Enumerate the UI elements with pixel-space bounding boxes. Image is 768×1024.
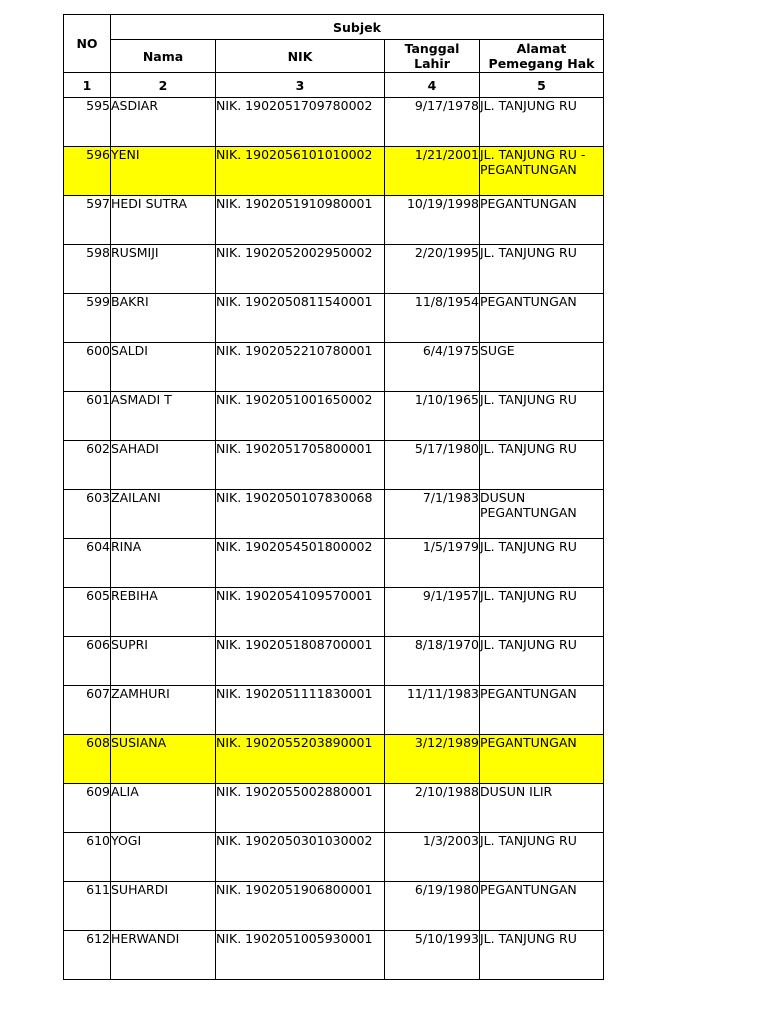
row-number: 601 (64, 392, 111, 441)
header-subjek: Subjek (111, 15, 604, 40)
row-nama: YOGI (111, 833, 216, 882)
header-no: NO (64, 15, 111, 73)
row-alamat: JL. TANJUNG RU (480, 637, 604, 686)
row-number: 604 (64, 539, 111, 588)
row-tanggal-lahir: 2/20/1995 (385, 245, 480, 294)
row-tanggal-lahir: 9/17/1978 (385, 98, 480, 147)
row-nama: ASMADI T (111, 392, 216, 441)
row-tanggal-lahir: 8/18/1970 (385, 637, 480, 686)
table-row (64, 196, 604, 245)
table-row (64, 294, 604, 343)
row-alamat: JL. TANJUNG RU (480, 392, 604, 441)
table-row (64, 98, 604, 147)
row-number: 595 (64, 98, 111, 147)
row-nik: NIK. 1902055203890001 (216, 735, 385, 784)
row-tanggal-lahir: 1/3/2003 (385, 833, 480, 882)
row-nik: NIK. 1902051808700001 (216, 637, 385, 686)
table-row (64, 441, 604, 490)
table-row (64, 833, 604, 882)
row-number: 609 (64, 784, 111, 833)
row-nama: REBIHA (111, 588, 216, 637)
row-nama: RUSMIJI (111, 245, 216, 294)
row-tanggal-lahir: 6/4/1975 (385, 343, 480, 392)
row-tanggal-lahir: 5/10/1993 (385, 931, 480, 980)
row-nama: SUSIANA (111, 735, 216, 784)
row-tanggal-lahir: 2/10/1988 (385, 784, 480, 833)
row-tanggal-lahir: 10/19/1998 (385, 196, 480, 245)
row-alamat: JL. TANJUNG RU (480, 98, 604, 147)
header-nik: NIK (216, 40, 385, 73)
header-tanggal-lahir: Tanggal Lahir (385, 40, 480, 73)
row-nik: NIK. 1902050107830068 (216, 490, 385, 539)
table-row (64, 539, 604, 588)
table-row (64, 882, 604, 931)
row-alamat: JL. TANJUNG RU (480, 931, 604, 980)
row-nama: ZAMHURI (111, 686, 216, 735)
row-tanggal-lahir: 1/10/1965 (385, 392, 480, 441)
row-number: 607 (64, 686, 111, 735)
table-row (64, 588, 604, 637)
row-tanggal-lahir: 5/17/1980 (385, 441, 480, 490)
row-nama: ASDIAR (111, 98, 216, 147)
row-tanggal-lahir: 7/1/1983 (385, 490, 480, 539)
row-number: 610 (64, 833, 111, 882)
row-nik: NIK. 1902051111830001 (216, 686, 385, 735)
table-row (64, 931, 604, 980)
row-number: 612 (64, 931, 111, 980)
row-number: 599 (64, 294, 111, 343)
row-nik: NIK. 1902055002880001 (216, 784, 385, 833)
row-alamat: DUSUN PEGANTUNGAN (480, 490, 604, 539)
table-row (64, 343, 604, 392)
row-alamat: SUGE (480, 343, 604, 392)
row-alamat: JL. TANJUNG RU (480, 245, 604, 294)
row-nik: NIK. 1902051705800001 (216, 441, 385, 490)
table-row (64, 392, 604, 441)
row-nik: NIK. 1902051906800001 (216, 882, 385, 931)
row-nik: NIK. 1902052002950002 (216, 245, 385, 294)
subject-table (63, 14, 604, 980)
row-number: 606 (64, 637, 111, 686)
table-row-highlighted (64, 147, 604, 196)
row-number: 603 (64, 490, 111, 539)
row-alamat: PEGANTUNGAN (480, 196, 604, 245)
row-nama: SALDI (111, 343, 216, 392)
row-tanggal-lahir: 11/11/1983 (385, 686, 480, 735)
row-nama: HERWANDI (111, 931, 216, 980)
row-alamat: PEGANTUNGAN (480, 882, 604, 931)
column-number: 3 (216, 73, 385, 98)
table-row (64, 490, 604, 539)
table-row (64, 686, 604, 735)
row-nik: NIK. 1902054109570001 (216, 588, 385, 637)
row-nik: NIK. 1902051709780002 (216, 98, 385, 147)
row-alamat: PEGANTUNGAN (480, 294, 604, 343)
row-alamat: JL. TANJUNG RU (480, 539, 604, 588)
row-tanggal-lahir: 1/21/2001 (385, 147, 480, 196)
row-alamat: JL. TANJUNG RU (480, 833, 604, 882)
table-body (64, 98, 604, 980)
row-number: 598 (64, 245, 111, 294)
row-nik: NIK. 1902052210780001 (216, 343, 385, 392)
row-alamat: PEGANTUNGAN (480, 686, 604, 735)
row-nama: SUHARDI (111, 882, 216, 931)
table-row (64, 784, 604, 833)
row-tanggal-lahir: 9/1/1957 (385, 588, 480, 637)
row-number: 596 (64, 147, 111, 196)
row-nik: NIK. 1902050811540001 (216, 294, 385, 343)
row-nik: NIK. 1902051001650002 (216, 392, 385, 441)
column-number: 4 (385, 73, 480, 98)
row-nik: NIK. 1902056101010002 (216, 147, 385, 196)
row-nama: YENI (111, 147, 216, 196)
row-tanggal-lahir: 3/12/1989 (385, 735, 480, 784)
row-alamat: JL. TANJUNG RU (480, 588, 604, 637)
table-header (64, 15, 604, 98)
row-nama: BAKRI (111, 294, 216, 343)
column-number: 5 (480, 73, 604, 98)
row-nik: NIK. 1902051005930001 (216, 931, 385, 980)
row-nik: NIK. 1902051910980001 (216, 196, 385, 245)
row-number: 605 (64, 588, 111, 637)
table-row (64, 637, 604, 686)
row-tanggal-lahir: 6/19/1980 (385, 882, 480, 931)
row-number: 597 (64, 196, 111, 245)
row-alamat: DUSUN ILIR (480, 784, 604, 833)
row-nama: SUPRI (111, 637, 216, 686)
row-tanggal-lahir: 11/8/1954 (385, 294, 480, 343)
row-nama: ALIA (111, 784, 216, 833)
column-number: 2 (111, 73, 216, 98)
row-nik: NIK. 1902050301030002 (216, 833, 385, 882)
row-nama: HEDI SUTRA (111, 196, 216, 245)
row-number: 602 (64, 441, 111, 490)
row-alamat: JL. TANJUNG RU - PEGANTUNGAN (480, 147, 604, 196)
row-number: 608 (64, 735, 111, 784)
row-nik: NIK. 1902054501800002 (216, 539, 385, 588)
row-nama: SAHADI (111, 441, 216, 490)
table-row-highlighted (64, 735, 604, 784)
header-nama: Nama (111, 40, 216, 73)
row-alamat: PEGANTUNGAN (480, 735, 604, 784)
column-number: 1 (64, 73, 111, 98)
row-tanggal-lahir: 1/5/1979 (385, 539, 480, 588)
table-row (64, 245, 604, 294)
header-alamat: Alamat Pemegang Hak (480, 40, 604, 73)
row-number: 600 (64, 343, 111, 392)
row-number: 611 (64, 882, 111, 931)
row-nama: RINA (111, 539, 216, 588)
row-alamat: JL. TANJUNG RU (480, 441, 604, 490)
row-nama: ZAILANI (111, 490, 216, 539)
